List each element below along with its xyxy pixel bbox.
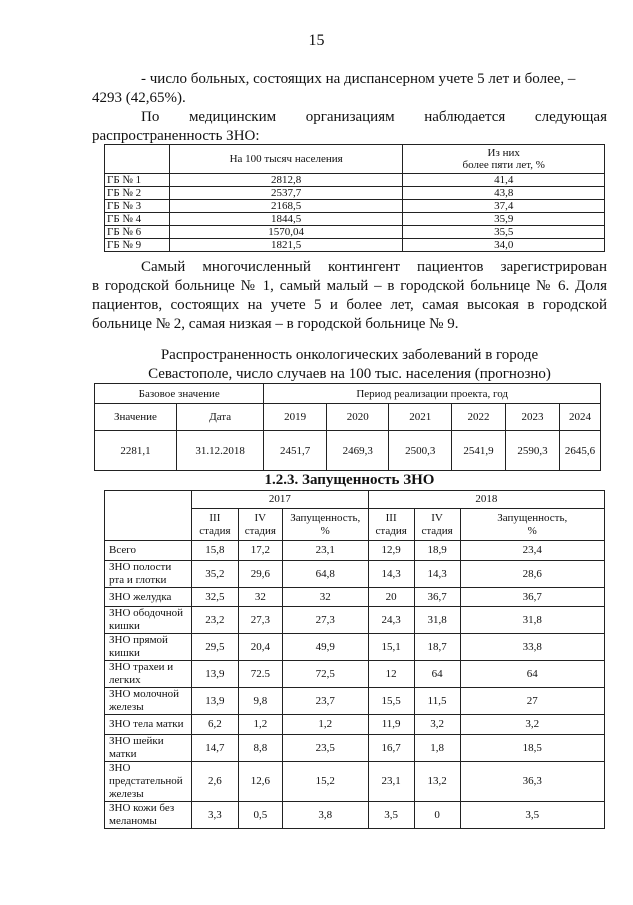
row-label: ЗНО прямой кишки	[105, 634, 192, 661]
row-value: 64,8	[282, 561, 368, 588]
row-value: 27,3	[238, 607, 282, 634]
row-per100k: 1570,04	[169, 226, 403, 239]
forecast-value: 2541,9	[452, 431, 506, 471]
col-header	[368, 509, 414, 541]
section-title: 1.2.3. Запущенность ЗНО	[264, 472, 435, 488]
row-per100k: 2168,5	[169, 200, 403, 213]
table-row	[105, 688, 605, 715]
row-value: 15,2	[282, 762, 368, 802]
row-value: 18,7	[414, 634, 460, 661]
word: следующая	[534, 109, 607, 125]
col-header-l2: %	[527, 524, 537, 537]
row-value: 18,5	[460, 735, 604, 762]
value-label: Значение	[95, 404, 177, 431]
table-row	[105, 762, 605, 802]
row-value: 23,4	[460, 541, 604, 561]
row-value: 3,5	[460, 802, 604, 829]
row-value: 23,1	[282, 541, 368, 561]
forecast-value: 2590,3	[505, 431, 559, 471]
col-header-l1: Запущенность,	[497, 511, 568, 524]
table-header-row	[105, 145, 605, 174]
row-value: 36,7	[414, 588, 460, 607]
header-over5-line1: Из них	[487, 147, 520, 159]
row-value: 13,9	[191, 688, 238, 715]
row-value: 1,2	[282, 715, 368, 735]
row-value: 12,9	[368, 541, 414, 561]
row-value: 64	[460, 661, 604, 688]
row-value: 13,9	[191, 661, 238, 688]
row-over5: 35,9	[403, 213, 605, 226]
row-value: 15,8	[191, 541, 238, 561]
row-per100k: 2537,7	[169, 187, 403, 200]
row-value: 23,5	[282, 735, 368, 762]
header-over5-line2: более пяти лет, %	[462, 159, 545, 171]
row-over5: 35,5	[403, 226, 605, 239]
para3-line2: в городской больнице № 1, самый малый – в городской больнице № 6. Доля	[92, 278, 607, 294]
forecast-value: 2451,7	[264, 431, 327, 471]
row-value: 3,8	[282, 802, 368, 829]
row-value: 27	[460, 688, 604, 715]
table-row	[105, 187, 605, 200]
row-value: 23,1	[368, 762, 414, 802]
row-value: 29,6	[238, 561, 282, 588]
row-value: 33,8	[460, 634, 604, 661]
table-row	[105, 802, 605, 829]
year-header: 2024	[559, 404, 600, 431]
row-label: ЗНО полости рта и глотки	[105, 561, 192, 588]
header-empty	[105, 491, 192, 541]
col-header-l2: стадия	[421, 524, 453, 537]
col-header-l2: стадия	[244, 524, 276, 537]
row-value: 20,4	[238, 634, 282, 661]
row-value: 27,3	[282, 607, 368, 634]
para2-line1	[141, 108, 607, 127]
hospital-prevalence-table	[104, 144, 605, 252]
table2-caption	[92, 346, 607, 384]
row-value: 32,5	[191, 588, 238, 607]
row-value: 12,6	[238, 762, 282, 802]
row-value: 18,9	[414, 541, 460, 561]
page-number: 15	[308, 32, 325, 49]
table-header-row	[95, 384, 601, 404]
neglect-table-body	[105, 541, 605, 829]
forecast-table	[94, 383, 601, 471]
row-label: ЗНО предстательной железы	[105, 762, 192, 802]
forecast-value: 2469,3	[326, 431, 389, 471]
base-value: 2281,1	[95, 431, 177, 471]
table-row	[105, 174, 605, 187]
row-value: 32	[282, 588, 368, 607]
date-label: Дата	[176, 404, 263, 431]
table-row	[105, 735, 605, 762]
row-value: 31,8	[460, 607, 604, 634]
row-label: Всего	[105, 541, 192, 561]
forecast-value: 2500,3	[389, 431, 452, 471]
row-value: 11,5	[414, 688, 460, 715]
para1-line2: 4293 (42,65%).	[92, 90, 186, 106]
row-value: 14,7	[191, 735, 238, 762]
year-2018-header: 2018	[368, 491, 604, 509]
forecast-value: 2645,6	[559, 431, 600, 471]
col-header	[460, 509, 604, 541]
col-header-l1: III	[209, 511, 221, 524]
base-header: Базовое значение	[95, 384, 264, 404]
table-row	[105, 607, 605, 634]
row-label: ЗНО ободочной кишки	[105, 607, 192, 634]
row-value: 72,5	[282, 661, 368, 688]
row-value: 0	[414, 802, 460, 829]
table-row	[105, 634, 605, 661]
row-label: ЗНО трахеи и легких	[105, 661, 192, 688]
row-value: 36,7	[460, 588, 604, 607]
row-over5: 41,4	[403, 174, 605, 187]
row-value: 17,2	[238, 541, 282, 561]
col-header	[414, 509, 460, 541]
row-value: 3,2	[460, 715, 604, 735]
row-value: 9,8	[238, 688, 282, 715]
table-row	[105, 588, 605, 607]
row-value: 14,3	[368, 561, 414, 588]
row-value: 15,1	[368, 634, 414, 661]
row-label: ЗНО желудка	[105, 588, 192, 607]
para3-line3: пациентов, состоящих на учете 5 и более лет, самая высокая в городской	[92, 297, 607, 313]
para3-line4: больнице № 2, самая низкая – в городской больнице № 9.	[92, 316, 459, 332]
table-subheader-row	[95, 404, 601, 431]
header-per100k: На 100 тысяч населения	[169, 145, 403, 174]
word: медицинским	[188, 109, 277, 125]
row-value: 8,8	[238, 735, 282, 762]
header-over5	[403, 145, 605, 174]
para2-line2: распространенность ЗНО:	[92, 128, 260, 144]
table-row	[95, 431, 601, 471]
row-name: ГБ № 6	[105, 226, 170, 239]
table-row	[105, 200, 605, 213]
row-name: ГБ № 2	[105, 187, 170, 200]
year-header: 2020	[326, 404, 389, 431]
row-value: 24,3	[368, 607, 414, 634]
year-header: 2023	[505, 404, 559, 431]
row-value: 28,6	[460, 561, 604, 588]
row-value: 0,5	[238, 802, 282, 829]
neglect-table	[104, 490, 605, 829]
row-label: ЗНО молочной железы	[105, 688, 192, 715]
caption-line2: Севастополе, число случаев на 100 тыс. населения (прогнозно)	[148, 366, 551, 382]
row-value: 12	[368, 661, 414, 688]
period-header: Период реализации проекта, год	[264, 384, 601, 404]
row-value: 15,5	[368, 688, 414, 715]
table-row	[105, 239, 605, 252]
row-name: ГБ № 4	[105, 213, 170, 226]
table-row	[105, 213, 605, 226]
row-value: 64	[414, 661, 460, 688]
row-value: 1,8	[414, 735, 460, 762]
row-value: 35,2	[191, 561, 238, 588]
row-name: ГБ № 9	[105, 239, 170, 252]
row-value: 3,3	[191, 802, 238, 829]
row-value: 23,7	[282, 688, 368, 715]
col-header-l1: IV	[254, 511, 267, 524]
table-header-row	[105, 491, 605, 509]
col-header-l2: %	[320, 524, 330, 537]
caption-line1: Распространенность онкологических заболеваний в городе	[160, 347, 539, 363]
para3-line1: Самый многочисленный контингент пациентов зарегистрирован	[141, 259, 607, 275]
row-value: 6,2	[191, 715, 238, 735]
row-label: ЗНО тела матки	[105, 715, 192, 735]
row-value: 2,6	[191, 762, 238, 802]
row-value: 31,8	[414, 607, 460, 634]
table-row	[105, 715, 605, 735]
row-value: 49,9	[282, 634, 368, 661]
word: организациям	[305, 109, 395, 125]
row-over5: 34,0	[403, 239, 605, 252]
col-header-l1: IV	[431, 511, 443, 524]
col-header	[282, 509, 368, 541]
row-per100k: 1821,5	[169, 239, 403, 252]
word: По	[141, 109, 160, 125]
table-row	[105, 541, 605, 561]
row-value: 29,5	[191, 634, 238, 661]
table-row	[105, 561, 605, 588]
row-label: ЗНО кожи без меланомы	[105, 802, 192, 829]
col-header	[238, 509, 282, 541]
row-name: ГБ № 1	[105, 174, 170, 187]
table-row	[105, 661, 605, 688]
row-value: 3,2	[414, 715, 460, 735]
row-value: 14,3	[414, 561, 460, 588]
base-date: 31.12.2018	[176, 431, 263, 471]
year-header: 2022	[452, 404, 506, 431]
year-header: 2019	[264, 404, 327, 431]
row-value: 72.5	[238, 661, 282, 688]
row-value: 1,2	[238, 715, 282, 735]
col-header-l1: III	[385, 511, 397, 524]
col-header	[191, 509, 238, 541]
row-value: 32	[238, 588, 282, 607]
row-value: 3,5	[368, 802, 414, 829]
row-per100k: 1844,5	[169, 213, 403, 226]
row-name: ГБ № 3	[105, 200, 170, 213]
year-2017-header: 2017	[191, 491, 368, 509]
header-empty	[105, 145, 170, 174]
row-value: 36,3	[460, 762, 604, 802]
col-header-l2: стадия	[375, 524, 407, 537]
col-header-l2: стадия	[199, 524, 231, 537]
row-value: 16,7	[368, 735, 414, 762]
row-value: 23,2	[191, 607, 238, 634]
para1-line1: - число больных, состоящих на диспансерном учете 5 лет и более, –	[141, 71, 576, 87]
row-label: ЗНО шейки матки	[105, 735, 192, 762]
row-value: 13,2	[414, 762, 460, 802]
year-header: 2021	[389, 404, 452, 431]
table-row	[105, 226, 605, 239]
row-over5: 43,8	[403, 187, 605, 200]
col-header-l1: Запущенность,	[290, 511, 361, 524]
row-value: 11,9	[368, 715, 414, 735]
row-over5: 37,4	[403, 200, 605, 213]
row-value: 20	[368, 588, 414, 607]
word: наблюдается	[424, 109, 506, 125]
row-per100k: 2812,8	[169, 174, 403, 187]
